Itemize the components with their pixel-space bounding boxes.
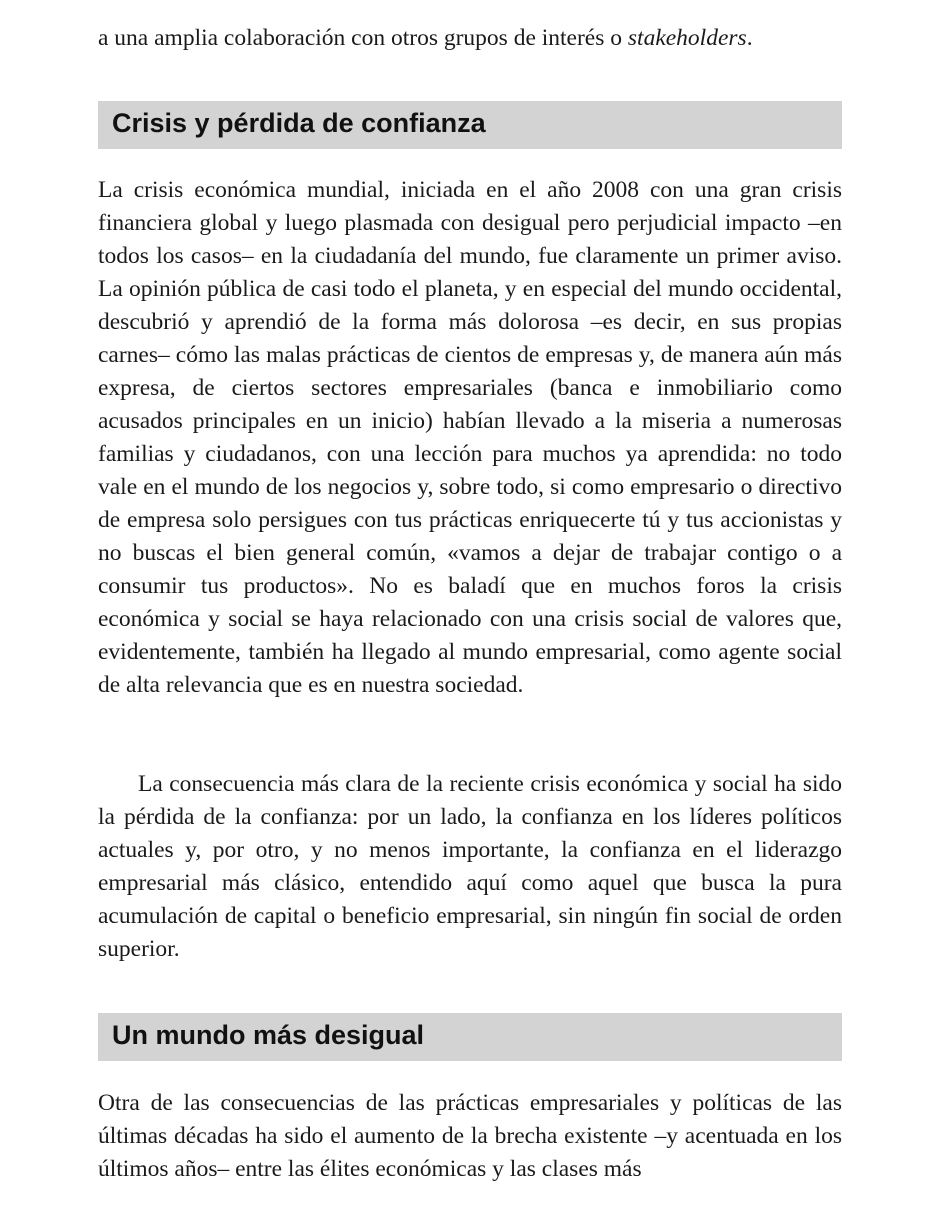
paragraph-crisis-2: La consecuencia más clara de la reciente crisis económica y social ha sido la pérdida de la confianza: por un lado, la confianza en los líderes políticos actuales y, por otro, y no menos importante, la confianza en el liderazgo empresarial más clásico, entendido aquí como aquel que busca la pura acumulación de capital o beneficio empresarial, sin ningún fin social de orden superior. — [98, 771, 842, 962]
intro-line — [98, 22, 842, 55]
intro-text: a una amplia colaboración con otros grupos de interés o — [98, 25, 628, 51]
paragraph-crisis-1: La crisis económica mundial, iniciada en el año 2008 con una gran crisis financiera global y luego plasmada con desigual pero perjudicial impacto –en todos los casos– en la ciudadanía del mundo, fue claramente un primer aviso. La opinión pública de casi todo el planeta, y en especial del mundo occidental, descubrió y aprendió de la forma más dolorosa –es decir, en sus propias carnes– cómo las malas prácticas de cientos de empresas y, de manera aún más expresa, de ciertos sectores empresariales (banca e inmobiliario como acusados principales en un inicio) habían llevado a la miseria a numerosas familias y ciudadanos, con una lección para muchos ya aprendida: no todo vale en el mundo de los negocios y, sobre todo, si como empresario o directivo de empresa solo persigues con tus prácticas enriquecerte tú y tus accionistas y no buscas el bien general común, «vamos a dejar de trabajar contigo o a consumir tus productos». No es baladí que en muchos foros la crisis económica y social se haya relacionado con una crisis social de valores que, evidentemente, también ha llegado al mundo empresarial, como agente social de alta relevancia que es en nuestra sociedad. — [98, 177, 842, 698]
section-heading-desigual: Un mundo más desigual — [98, 1013, 842, 1061]
section-heading-crisis: Crisis y pérdida de confianza — [98, 101, 842, 149]
intro-emphasis: stakeholders — [627, 25, 747, 51]
intro-end: . — [746, 25, 753, 51]
paragraph-desigual-1: Otra de las consecuencias de las prácticas empresariales y políticas de las últimas décadas ha sido el aumento de la brecha existente –y acentuada en los últimos años– entre las élites económicas y las clases más — [98, 1090, 842, 1182]
